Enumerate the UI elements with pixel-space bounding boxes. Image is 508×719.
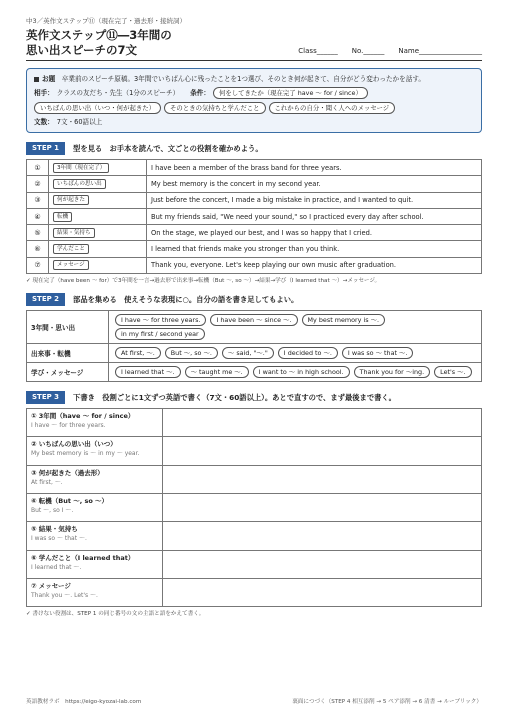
row-number: ①: [27, 160, 49, 176]
phrase-pill[interactable]: I have been ～ since ～.: [210, 314, 297, 326]
phrase-pill[interactable]: ～ said, "～.": [222, 347, 274, 359]
table-row: [27, 241, 482, 257]
table-row: [27, 344, 482, 363]
draft-role: ① 3年間（have ～ for / since）: [31, 412, 135, 421]
phrase-pill[interactable]: My best memory is ～.: [302, 314, 385, 326]
table-row: [27, 363, 482, 382]
step1-note: ✓ 現在完了（have been ～ for）で3年間を一言→過去形で出来事→転機（But ～, so ～）→結果→学び（I learned that ～）→メッセージ。: [26, 278, 381, 285]
draft-prompt: [27, 578, 163, 606]
table-row: [27, 225, 482, 241]
phrase-cell: [109, 344, 482, 363]
phrase-pill[interactable]: But ～, so ～.: [165, 347, 218, 359]
draft-hint: I was so ～ that ～.: [31, 535, 87, 543]
condition-label: 条件：: [190, 89, 210, 97]
phrase-pill[interactable]: I want to ～ in high school.: [253, 366, 350, 378]
table-row: [27, 409, 482, 437]
condition-pill: これからの自分・聞く人へのメッセージ: [269, 102, 396, 114]
model-sentence: Just before the concert, I made a big mistake in practice, and I wanted to quit.: [147, 192, 482, 208]
draft-hint: My best memory is ～ in my ～ year.: [31, 450, 140, 458]
role-tag: 結果・気持ち: [53, 228, 95, 238]
class-field[interactable]: Class______: [298, 47, 338, 55]
task-text: 卒業前のスピーチ原稿。3年間でいちばん心に残ったことを1つ選び、そのとき何が起きて、自分がどう変わったかを話す。: [61, 75, 425, 83]
row-number: ⑥: [27, 241, 49, 257]
role-tag: いちばんの思い出: [53, 179, 106, 189]
footer-continue: 裏面につづく（STEP 4 相互添削 → 5 ペア添削 → 6 清書 → ルーブリック）: [292, 699, 482, 705]
draft-prompt: [27, 493, 163, 521]
step2-heading: [26, 293, 482, 306]
step3-note: ✓ 書けない役割は、STEP 1 の同じ番号の文の主語と語をかえて書く。: [26, 611, 205, 618]
draft-role: ④ 転機（But ～, so ～）: [31, 496, 109, 505]
draft-role: ⑦ メッセージ: [31, 581, 71, 590]
count-label: 文数：: [34, 118, 54, 126]
role-cell: [49, 241, 147, 257]
model-table: [26, 159, 482, 274]
number-field[interactable]: No.______: [351, 47, 385, 55]
phrase-cell: [109, 311, 482, 344]
role-cell: [49, 225, 147, 241]
condition-pill: そのときの気持ちと学んだこと: [164, 102, 265, 114]
page-title: 英作文ステップ⑪―3年間の 思い出スピーチの7文: [26, 28, 172, 57]
table-row: [27, 257, 482, 273]
model-sentence: But my friends said, "We need your sound," so I practiced every day after school.: [147, 208, 482, 224]
role-tag: 転機: [53, 212, 72, 222]
role-tag: 何が起きた: [53, 195, 89, 205]
step-instruction: 型を見る お手本を読んで、文ごとの役割を確かめよう。: [73, 143, 263, 153]
row-number: ②: [27, 176, 49, 192]
footer: [26, 697, 482, 705]
role-cell: [49, 208, 147, 224]
step-instruction: 下書き 役割ごとに1文ずつ英語で書く（7文・60語以上）。あとで直すので、まず最後まで書く。: [73, 392, 396, 402]
draft-role: ⑥ 学んだこと（I learned that）: [31, 553, 135, 562]
phrase-pill[interactable]: I was so ～ that ～.: [342, 347, 414, 359]
name-fields: [298, 47, 482, 58]
draft-hint: Thank you ～. Let's ～.: [31, 591, 98, 599]
phrase-pill[interactable]: I have ～ for three years.: [115, 314, 206, 326]
square-bullet-icon: [34, 77, 39, 82]
table-row: [27, 192, 482, 208]
table-row: [27, 208, 482, 224]
step-badge: STEP 1: [26, 142, 65, 155]
writing-area[interactable]: [163, 437, 482, 465]
table-row: [27, 311, 482, 344]
role-cell: [49, 160, 147, 176]
role-cell: [49, 176, 147, 192]
partner-label: 相手：: [34, 89, 54, 97]
phrase-pill[interactable]: I learned that ～.: [115, 366, 181, 378]
condition-pill: いちばんの思い出（いつ・何が起きた）: [34, 102, 161, 114]
table-row: [27, 578, 482, 606]
role-tag: 3年間（現在完了）: [53, 163, 109, 173]
table-row: [27, 550, 482, 578]
step3-heading: [26, 391, 482, 404]
row-number: ⑤: [27, 225, 49, 241]
table-row: [27, 493, 482, 521]
row-number: ④: [27, 208, 49, 224]
header: [26, 28, 482, 61]
row-number: ③: [27, 192, 49, 208]
table-row: [27, 160, 482, 176]
writing-area[interactable]: [163, 409, 482, 437]
draft-role: ② いちばんの思い出（いつ）: [31, 440, 117, 449]
writing-area[interactable]: [163, 522, 482, 550]
draft-prompt: [27, 465, 163, 493]
phrase-category: 学び・メッセージ: [27, 363, 109, 382]
draft-hint: I learned that ～.: [31, 563, 82, 571]
step-badge: STEP 2: [26, 293, 65, 306]
partner-text: クラスの友だち・先生（1分のスピーチ）: [56, 89, 180, 97]
role-tag: 学んだこと: [53, 244, 89, 254]
role-tag: メッセージ: [53, 260, 89, 270]
model-sentence: I learned that friends make you stronger than you think.: [147, 241, 482, 257]
phrase-pill[interactable]: I decided to ～.: [278, 347, 338, 359]
footer-source: 英語教材ラボ https://eigo-kyozai-lab.com: [26, 699, 142, 705]
draft-table: [26, 408, 482, 607]
table-row: [27, 437, 482, 465]
phrase-category: 出来事・転機: [27, 344, 109, 363]
row-number: ⑦: [27, 257, 49, 273]
step-badge: STEP 3: [26, 391, 65, 404]
task-label: お題: [42, 75, 56, 83]
phrase-category: 3年間・思い出: [27, 311, 109, 344]
step1-heading: [26, 142, 482, 155]
model-sentence: I have been a member of the brass band for three years.: [147, 160, 482, 176]
condition-pill: 何をしてきたか（現在完了 have ～ for / since）: [213, 87, 368, 99]
draft-hint: At first, ～.: [31, 478, 63, 486]
draft-prompt: [27, 522, 163, 550]
draft-prompt: [27, 550, 163, 578]
course-label: 中3／英作文ステップ⑪（現在完了・過去形・接続詞）: [26, 17, 187, 25]
table-row: [27, 522, 482, 550]
phrase-bank-table: [26, 310, 482, 382]
step-instruction: 部品を集める 使えそうな表現に○。自分の語を書き足してもよい。: [73, 294, 299, 304]
phrase-pill[interactable]: ～ taught me ～.: [185, 366, 249, 378]
model-sentence: On the stage, we played our best, and I was so happy that I cried.: [147, 225, 482, 241]
phrase-pill[interactable]: Let's ～.: [434, 366, 471, 378]
table-row: [27, 176, 482, 192]
phrase-pill[interactable]: At first, ～.: [115, 347, 161, 359]
draft-hint: But ～, so I ～.: [31, 506, 74, 514]
writing-area[interactable]: [163, 465, 482, 493]
phrase-pill[interactable]: Thank you for ～ing.: [354, 366, 431, 378]
writing-area[interactable]: [163, 550, 482, 578]
draft-role: ⑤ 結果・気持ち: [31, 525, 78, 534]
count-text: 7文・60語以上: [56, 118, 103, 126]
phrase-pill[interactable]: in my first / second year: [115, 328, 205, 340]
draft-hint: I have ～ for three years.: [31, 422, 106, 430]
draft-prompt: [27, 409, 163, 437]
model-sentence: My best memory is the concert in my second year.: [147, 176, 482, 192]
writing-area[interactable]: [163, 493, 482, 521]
role-cell: [49, 257, 147, 273]
phrase-cell: [109, 363, 482, 382]
task-box: [26, 68, 482, 133]
model-sentence: Thank you, everyone. Let's keep playing our own music after graduation.: [147, 257, 482, 273]
role-cell: [49, 192, 147, 208]
writing-area[interactable]: [163, 578, 482, 606]
table-row: [27, 465, 482, 493]
draft-prompt: [27, 437, 163, 465]
name-field[interactable]: Name__________________: [398, 47, 482, 55]
draft-role: ③ 何が起きた（過去形）: [31, 468, 104, 477]
